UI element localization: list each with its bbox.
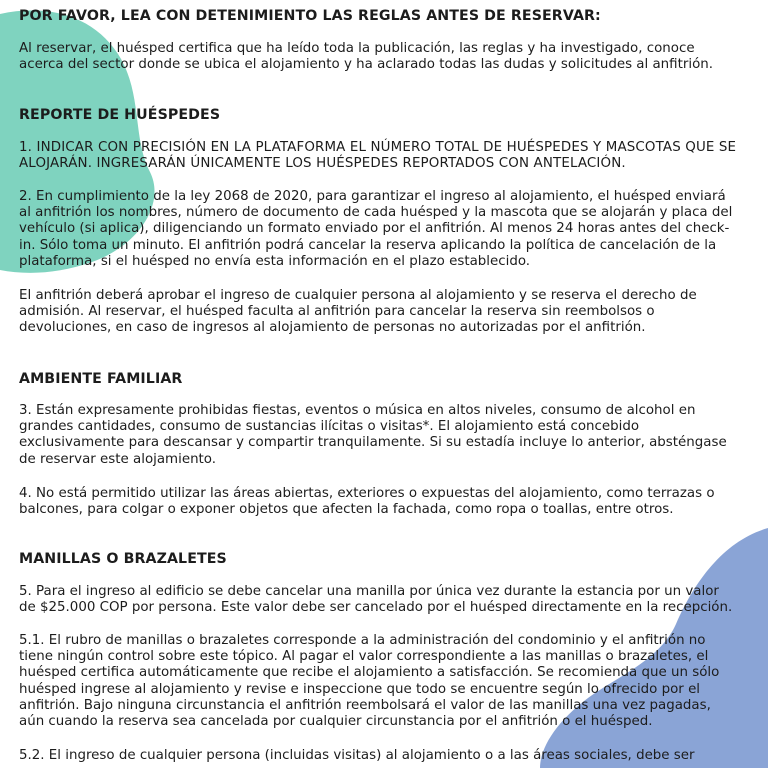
paragraph-rule-4: 4. No está permitido utilizar las áreas abiertas, exteriores o expuestas del alojamiento, como terrazas o balcones, para colgar o exponer objetos que afecten la fachada, como ropa o toallas, entre otros. xyxy=(19,486,715,518)
section-title-guest-report: REPORTE DE HUÉSPEDES xyxy=(19,107,221,123)
paragraph-rule-5-2: 5.2. El ingreso de cualquier persona (incluidas visitas) al alojamiento o a las áreas sociales, debe ser xyxy=(19,748,695,763)
paragraph-rule-5: 5. Para el ingreso al edificio se debe cancelar una manilla por única vez durante la estancia por un valor de $25.000 COP por persona. Este valor debe ser cancelado por el huésped directamente en la recepción. xyxy=(19,584,733,616)
paragraph-rule-5-1: 5.1. El rubro de manillas o brazaletes corresponde a la administración del condominio y el anfitrión no tiene ningún control sobre este tópico. Al pagar el valor correspondiente a las manillas o brazaletes, el huésped certifica automáticamente que recibe el alojamiento a satisfacción. Se recomienda que un sólo huésped ingrese al alojamiento y revise e inspeccione que todo se encuentre según lo ofrecido por el anfitrión. Bajo ninguna circunstancia el anfitrión reembolsará el valor de las manillas una vez pagadas, aún cuando la reserva sea cancelada por cualquier circunstancia por el anfitrión o el huésped. xyxy=(19,633,720,730)
section-title-bracelets: MANILLAS O BRAZALETES xyxy=(19,551,227,567)
paragraph-rule-3: 3. Están expresamente prohibidas fiestas, eventos o música en altos niveles, consumo de alcohol en grandes cantidades, consumo de sustancias ilícitas o visitas*. El alojamiento está concebido exclusivamente para descansar y compartir tranquilamente. Si su estadía incluye lo anterior, absténgase de reservar este alojamiento. xyxy=(19,403,727,467)
section-title-reading-notice: POR FAVOR, LEA CON DETENIMIENTO LAS REGLAS ANTES DE RESERVAR: xyxy=(19,8,601,24)
paragraph-reading-notice: Al reservar, el huésped certifica que ha leído toda la publicación, las reglas y ha investigado, conoce acerca del sector donde se ubica el alojamiento y ha aclarado todas las dudas y solicitudes al anfitrión. xyxy=(19,41,714,73)
section-title-family-environment: AMBIENTE FAMILIAR xyxy=(19,371,183,387)
paragraph-rule-1: 1. INDICAR CON PRECISIÓN EN LA PLATAFORMA EL NÚMERO TOTAL DE HUÉSPEDES Y MASCOTAS QUE SE ALOJARÁN. INGRESARÁN ÚNICAMENTE LOS HUÉSPEDES REPORTADOS CON ANTELACIÓN. xyxy=(19,140,737,172)
paragraph-rule-2: 2. En cumplimiento de la ley 2068 de 2020, para garantizar el ingreso al alojamiento, el huésped enviará al anfitrión los nombres, número de documento de cada huésped y la mascota que se alojarán y placa del vehículo (si aplica), diligenciando un formato enviado por el anfitrión. Al menos 24 horas antes del check-in. Sólo toma un minuto. El anfitrión podrá cancelar la reserva aplicando la política de cancelación de la plataforma, si el huésped no envía esta información en el plazo establecido. xyxy=(19,189,733,269)
paragraph-admission: El anfitrión deberá aprobar el ingreso de cualquier persona al alojamiento y se reserva el derecho de admisión. Al reservar, el huésped faculta al anfitrión para cancelar la reserva sin reembolsos o devoluciones, en caso de ingresos al alojamiento de personas no autorizadas por el anfitrión. xyxy=(19,288,697,336)
